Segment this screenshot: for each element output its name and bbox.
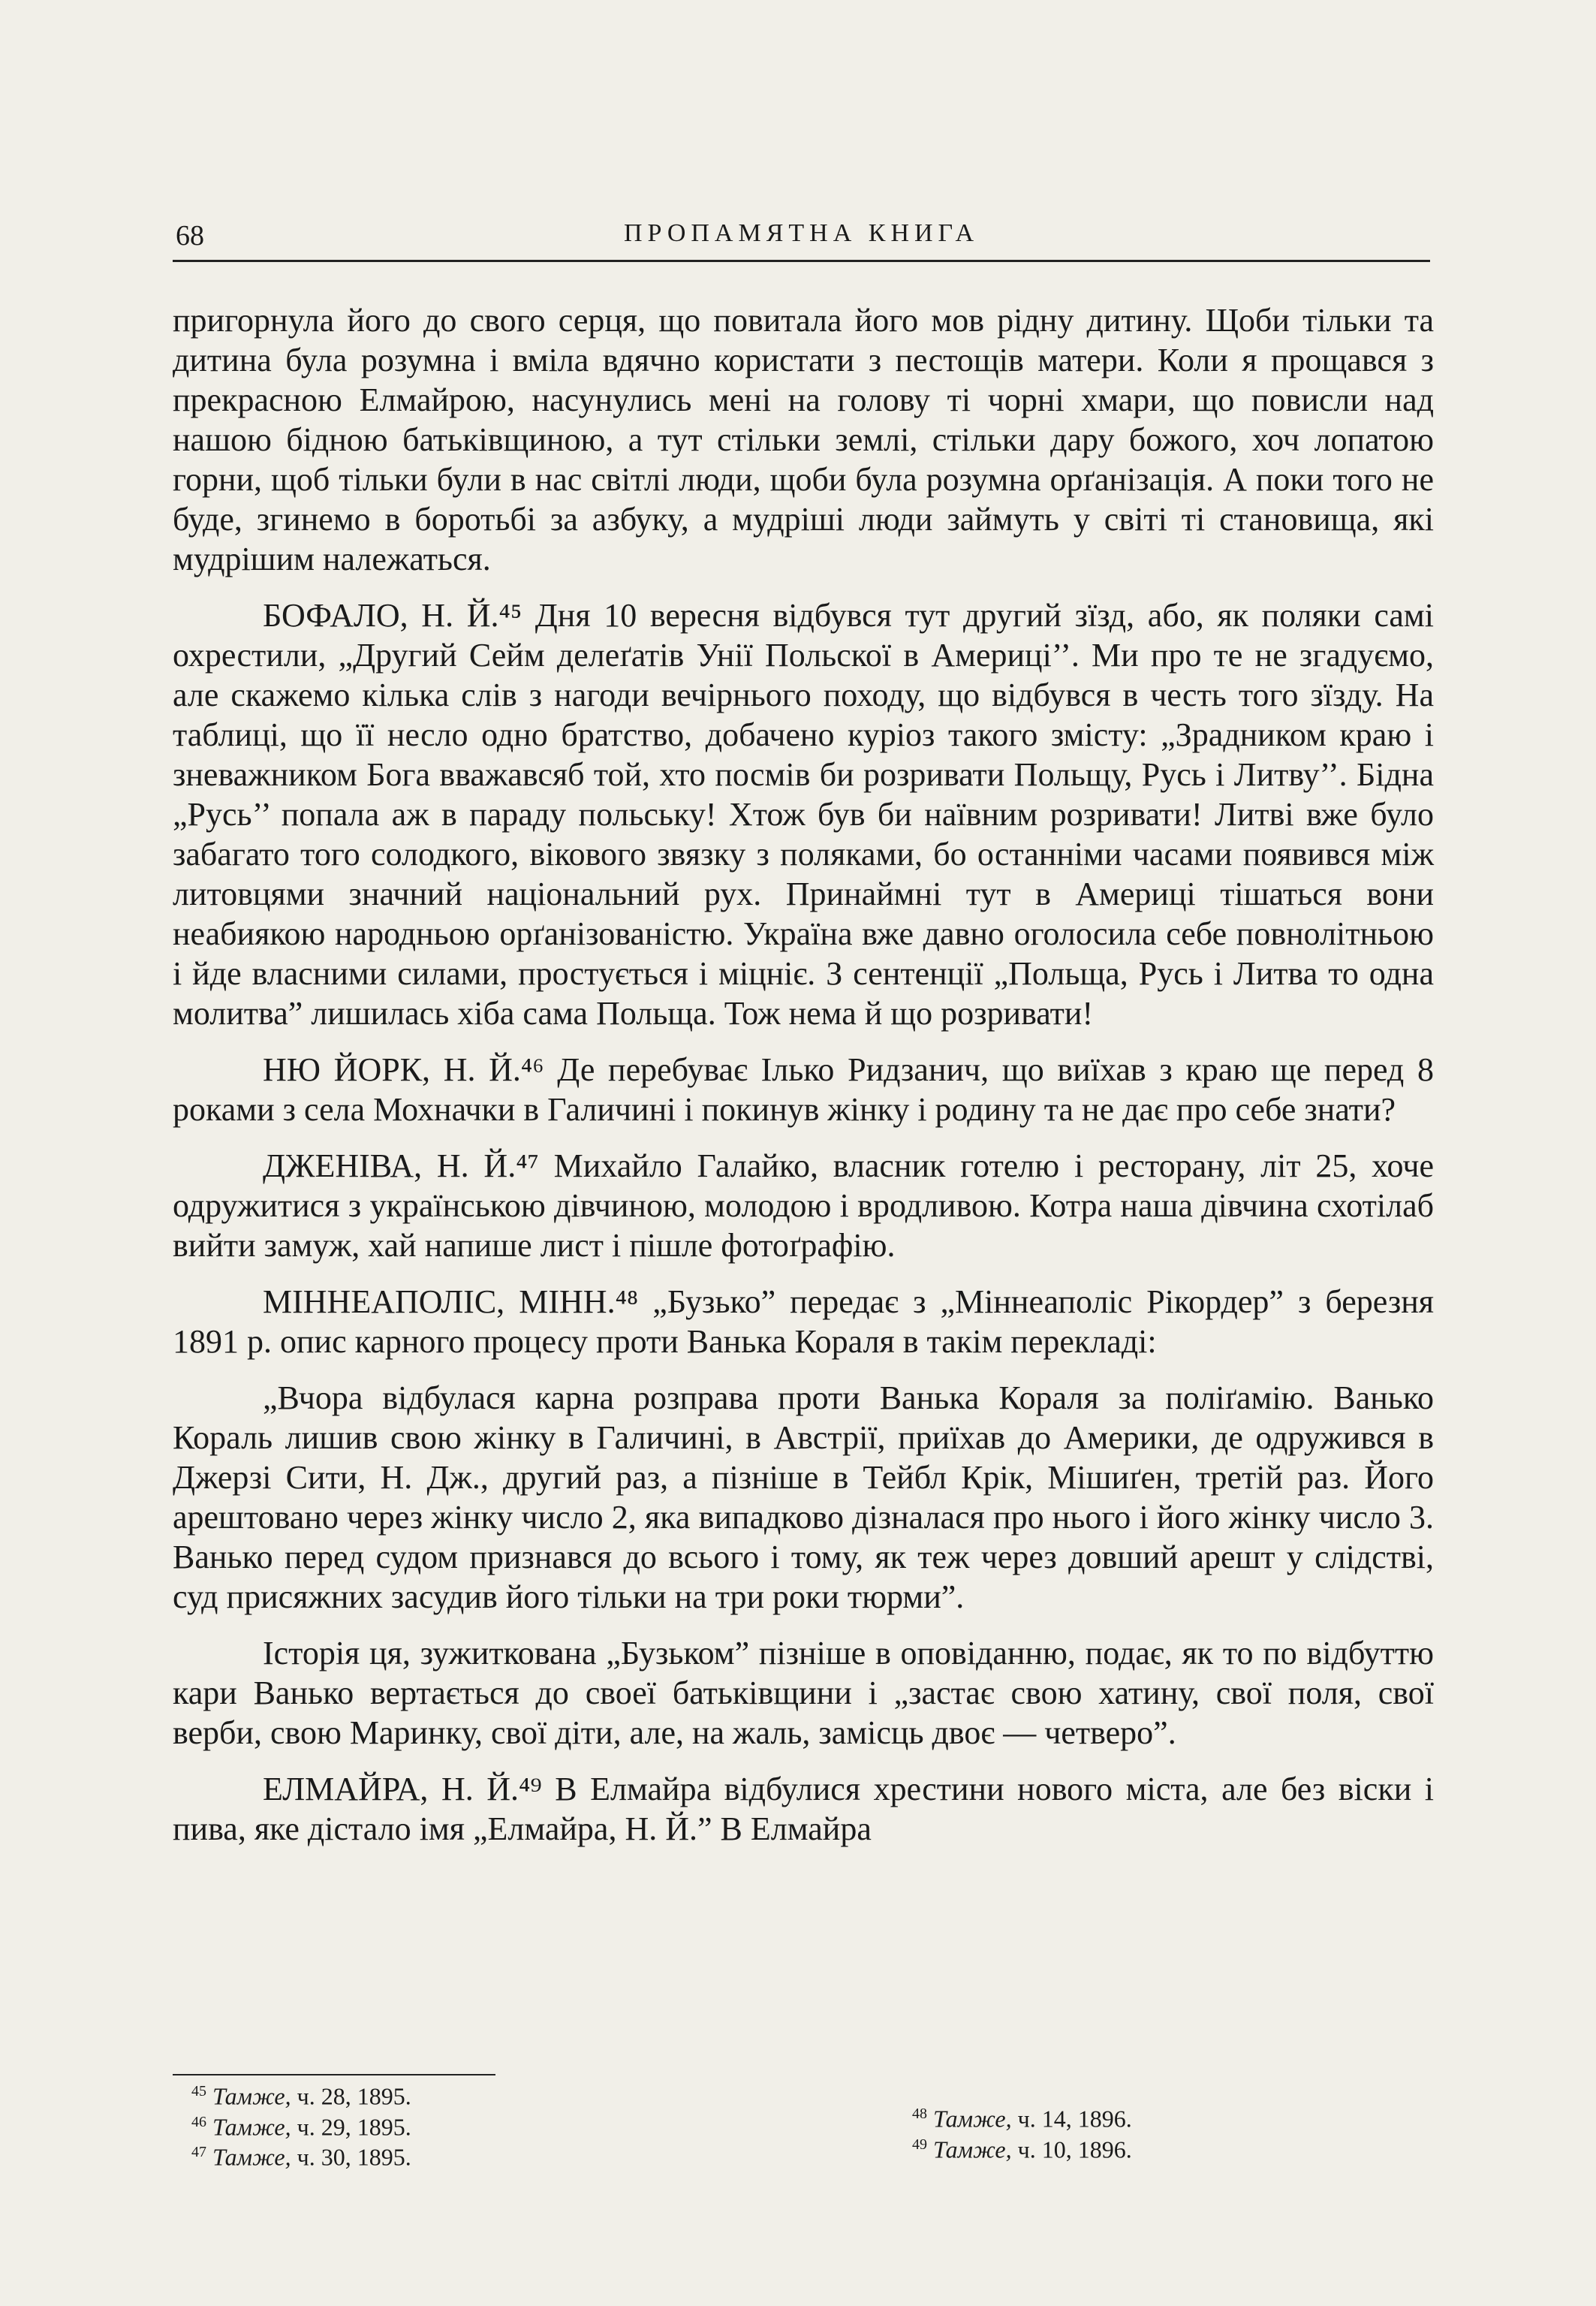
footnotes-left-column — [191, 2078, 717, 2170]
footnote-49: $^{49}$ Тамже, ч. 10, 1896. — [912, 2136, 1132, 2163]
body-text — [173, 300, 1434, 1865]
page-number: 68 — [176, 220, 204, 252]
running-title: ПРОПАМЯТНА КНИГА — [623, 219, 980, 247]
paragraph-buffalo: БОФАЛО, Н. Й.⁴⁵ Дня 10 вересня відбувся тут другий зїзд, або, як поляки самі охрестили, „Другий Сейм делеґатів Унії Польскої в Америці’’. Ми про те не згадуємо, але скажемо кілька слів з нагоди вечірнього походу, що відбувся в честь того зїзду. На таблиці, що її несло одно братство, добачено куріоз такого змісту: „Зрадником краю і зневажником Бога вважавсяб той, хто посмів би розривати Польщу, Русь і Литву’’. Бідна „Русь’’ попала аж в параду польську! Хтож був би наївним розривати! Литві вже було забагато того солодкого, вікового звязку з поляками, бо останніми часами появився між литовцями значний національний рух. Принаймні тут в Америці тішаться вони неабиякою народньою орґанізованістю. Україна вже давно оголосила себе повнолітньою і йде власними силами, простується і міцніє. З сентенції „Польща, Русь і Литва то одна молитва” лишилась хіба сама Польща. Тож нема й що розривати! — [173, 597, 1434, 1032]
paragraph-continued: пригорнула його до свого серця, що повитала його мов рідну дитину. Щоби тільки та дитина була розумна і вміла вдячно користати з пестощів матери. Коли я прощався з прекрасною Елмайрою, насунулись мені на голову ті чорні хмари, що повисли над нашою бідною батьківщиною, а тут стільки землі, стільки дару божого, хоч лопатою горни, щоб тільки були в нас світлі люди, щоби була розумна орґанізація. А поки того не буде, згинемо в боротьбі за азбуку, а мудріші люди займуть у світі ті становища, які мудрішим належаться. — [173, 302, 1434, 577]
footnote-46: $^{46}$ Тамже, ч. 29, 1895. — [191, 2113, 411, 2141]
footnote-45: $^{45}$ Тамже, ч. 28, 1895. — [191, 2082, 411, 2110]
paragraph-minneapolis: МІННЕАПОЛІС, МІНН.⁴⁸ „Бузько” передає з „Міннеаполіс Рікордер” з березня 1891 р. опис карного процесу проти Ванька Кораля в такім перекладі: — [173, 1283, 1434, 1360]
footnote-48: $^{48}$ Тамже, ч. 14, 1896. — [912, 2105, 1132, 2133]
paragraph-quote: „Вчора відбулася карна розправа проти Ванька Кораля за поліґамію. Ванько Кораль лишив свою жінку в Галичині, в Австрії, приїхав до Америки, де одружився в Джерзі Сити, Н. Дж., другий раз, а пізніше в Тейбл Крік, Мішиґен, третій раз. Його арештовано через жінку число 2, яка випадково дізналася про нього і його жінку число 3. Ванько перед судом признався до всього і тому, як теж через довший арешт у слідстві, суд присяжних засудив його тільки на три роки тюрми”. — [173, 1379, 1434, 1615]
footnote-47: $^{47}$ Тамже, ч. 30, 1895. — [191, 2143, 411, 2171]
paragraph-geneva: ДЖЕНІВА, Н. Й.⁴⁷ Михайло Галайко, власник готелю і ресторану, літ 25, хоче одружитися з українською дівчиною, молодою і вродливою. Котра наша дівчина схотілаб вийти замуж, хай напише лист і пішле фотоґрафію. — [173, 1147, 1434, 1264]
paragraph-new-york: НЮ ЙОРК, Н. Й.⁴⁶ Де перебуває Ілько Ридзанич, що виїхав з краю ще перед 8 роками з села Мохначки в Галичині і покинув жінку і родину та не дає про себе знати? — [173, 1051, 1434, 1128]
footnote-rule — [173, 2074, 495, 2075]
paragraph-history: Історія ця, зужиткована „Бузьком” пізніше в оповіданню, подає, як то по відбуттю кари Ванько вертається до своеї батьківщини і „застає свою хатину, свої поля, свої верби, свою Маринку, свої діти, але, на жаль, замісць двоє — четверо”. — [173, 1635, 1434, 1751]
paragraph-elmira: ЕЛМАЙРА, Н. Й.⁴⁹ В Елмайра відбулися хрестини нового міста, але без віски і пива, яке дістало імя „Елмайра, Н. Й.” В Елмайра — [173, 1771, 1434, 1847]
footnotes-right-column — [912, 2101, 1438, 2162]
footnotes — [191, 2078, 1438, 2169]
page-header — [173, 216, 1430, 262]
